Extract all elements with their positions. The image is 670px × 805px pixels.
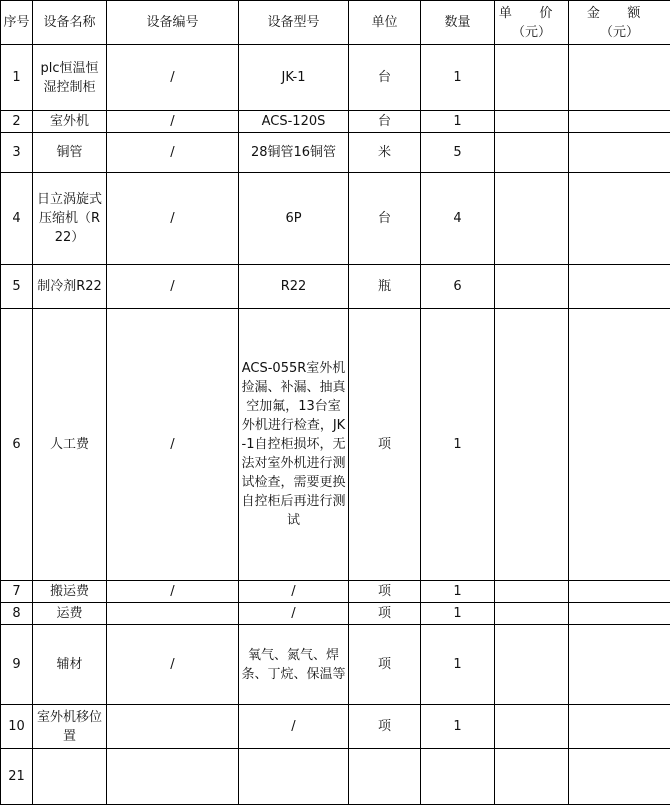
cell-name: 运费: [33, 603, 107, 625]
cell-price: [495, 581, 569, 603]
cell-seq: 21: [1, 749, 33, 805]
cell-unit: 台: [349, 111, 421, 133]
cell-model: JK-1: [239, 45, 349, 111]
cell-name: 室外机: [33, 111, 107, 133]
cell-code: [107, 749, 239, 805]
cell-unit: 台: [349, 45, 421, 111]
cell-name: plc恒温恒湿控制柜: [33, 45, 107, 111]
header-qty: 数量: [421, 1, 495, 45]
cell-price: [495, 749, 569, 805]
cell-model: 氧气、氮气、焊条、丁烷、保温等: [239, 625, 349, 705]
cell-price: [495, 603, 569, 625]
cell-code: [107, 705, 239, 749]
cell-qty: 1: [421, 111, 495, 133]
cell-qty: 6: [421, 265, 495, 309]
cell-qty: [421, 749, 495, 805]
header-code: 设备编号: [107, 1, 239, 45]
table-row: [1, 133, 670, 173]
header-model: 设备型号: [239, 1, 349, 45]
cell-unit: 项: [349, 625, 421, 705]
cell-code: /: [107, 625, 239, 705]
cell-amount: [569, 265, 670, 309]
cell-model: /: [239, 603, 349, 625]
cell-price: [495, 265, 569, 309]
cell-model: /: [239, 705, 349, 749]
cell-price: [495, 173, 569, 265]
cell-unit: 米: [349, 133, 421, 173]
cell-model: [239, 749, 349, 805]
cell-model: R22: [239, 265, 349, 309]
cell-price: [495, 309, 569, 581]
header-amount: [569, 1, 670, 45]
cell-unit: [349, 749, 421, 805]
cell-code: [107, 603, 239, 625]
cell-unit: 台: [349, 173, 421, 265]
table-row: [1, 705, 670, 749]
cell-amount: [569, 173, 670, 265]
table-row: [1, 625, 670, 705]
cell-amount: [569, 749, 670, 805]
cell-name: 人工费: [33, 309, 107, 581]
cell-seq: 6: [1, 309, 33, 581]
cell-name: [33, 749, 107, 805]
cell-seq: 4: [1, 173, 33, 265]
cell-name: 制冷剂R22: [33, 265, 107, 309]
table-row: [1, 45, 670, 111]
cell-unit: 项: [349, 603, 421, 625]
cell-model: 6P: [239, 173, 349, 265]
cell-model: /: [239, 581, 349, 603]
cell-amount: [569, 581, 670, 603]
header-seq: 序号: [1, 1, 33, 45]
cell-model: 28铜管16铜管: [239, 133, 349, 173]
cell-qty: 1: [421, 603, 495, 625]
table-row: [1, 749, 670, 805]
cell-price: [495, 625, 569, 705]
cell-amount: [569, 133, 670, 173]
table-row: [1, 173, 670, 265]
table-row: [1, 111, 670, 133]
cell-seq: 2: [1, 111, 33, 133]
header-amount-label: 金 额: [571, 4, 668, 23]
cell-seq: 9: [1, 625, 33, 705]
cell-name: 日立涡旋式压缩机（R22）: [33, 173, 107, 265]
cell-seq: 5: [1, 265, 33, 309]
cell-unit: 项: [349, 309, 421, 581]
cell-price: [495, 45, 569, 111]
cell-seq: 1: [1, 45, 33, 111]
cell-seq: 10: [1, 705, 33, 749]
cell-code: /: [107, 581, 239, 603]
cell-amount: [569, 111, 670, 133]
header-amount-unit: （元）: [571, 23, 668, 42]
header-price: [495, 1, 569, 45]
cell-code: /: [107, 133, 239, 173]
cell-amount: [569, 625, 670, 705]
header-name: 设备名称: [33, 1, 107, 45]
cell-price: [495, 111, 569, 133]
cell-amount: [569, 705, 670, 749]
cell-amount: [569, 309, 670, 581]
cell-code: /: [107, 45, 239, 111]
cell-name: 辅材: [33, 625, 107, 705]
cell-qty: 5: [421, 133, 495, 173]
cell-price: [495, 705, 569, 749]
cell-code: /: [107, 173, 239, 265]
header-price-unit: （元）: [497, 23, 566, 42]
cell-name: 搬运费: [33, 581, 107, 603]
table-row: [1, 309, 670, 581]
cell-code: /: [107, 309, 239, 581]
cell-unit: 项: [349, 705, 421, 749]
table-row: [1, 603, 670, 625]
cell-qty: 1: [421, 45, 495, 111]
table-row: [1, 581, 670, 603]
cell-price: [495, 133, 569, 173]
cell-amount: [569, 603, 670, 625]
cell-code: /: [107, 111, 239, 133]
cell-name: 室外机移位置: [33, 705, 107, 749]
header-row: [1, 1, 670, 45]
cell-qty: 1: [421, 309, 495, 581]
cell-qty: 1: [421, 705, 495, 749]
cell-seq: 8: [1, 603, 33, 625]
cell-amount: [569, 45, 670, 111]
header-unit: 单位: [349, 1, 421, 45]
cell-model: ACS-120S: [239, 111, 349, 133]
header-price-label: 单 价: [497, 4, 566, 23]
cell-seq: 3: [1, 133, 33, 173]
cell-unit: 项: [349, 581, 421, 603]
table-row: [1, 265, 670, 309]
cell-qty: 4: [421, 173, 495, 265]
cell-seq: 7: [1, 581, 33, 603]
cell-unit: 瓶: [349, 265, 421, 309]
cell-name: 铜管: [33, 133, 107, 173]
cell-qty: 1: [421, 625, 495, 705]
cell-qty: 1: [421, 581, 495, 603]
cell-code: /: [107, 265, 239, 309]
cell-model: ACS-055R室外机捡漏、补漏、抽真空加氟，13台室外机进行检查，JK-1自控柜损坏，无法对室外机进行测试检查，需要更换自控柜后再进行测试: [239, 309, 349, 581]
